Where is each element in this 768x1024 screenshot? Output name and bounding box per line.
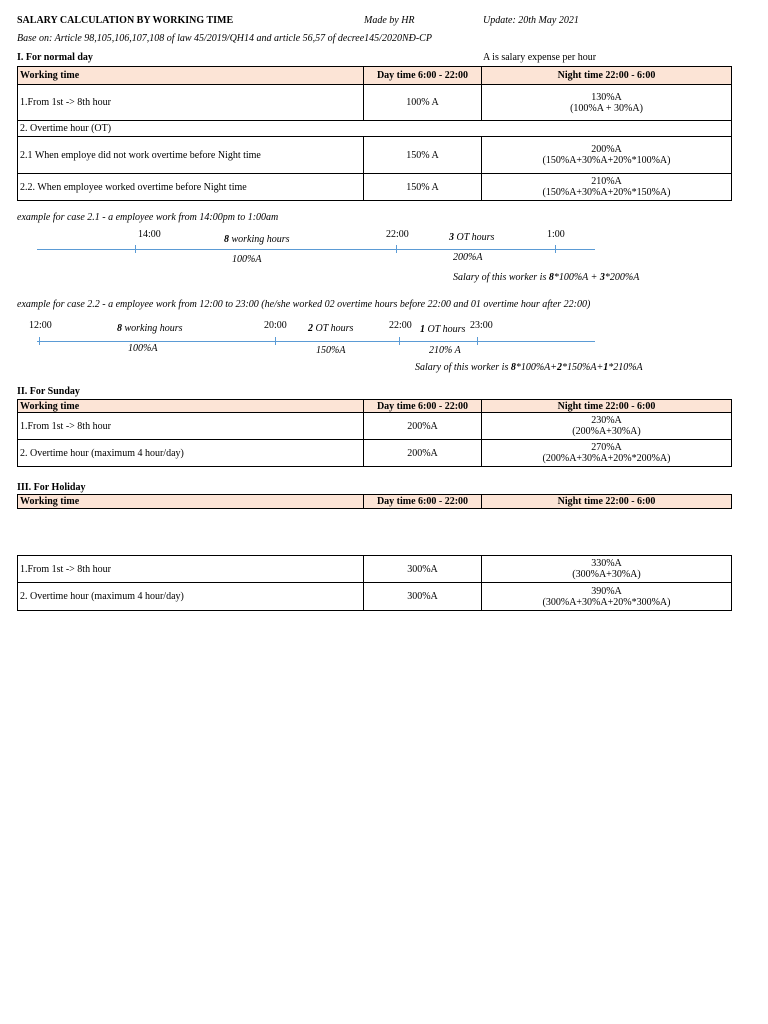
update-date: Update: 20th May 2021	[483, 15, 579, 26]
header-night-time: Night time 22:00 - 6:00	[482, 400, 732, 413]
night-rate-value: 390%A	[591, 585, 622, 597]
night-rate-value: 200%A	[591, 144, 622, 155]
example1-segment1-rate: 100%A	[232, 254, 262, 265]
row-day-rate: 300%A	[364, 583, 482, 611]
document-title: SALARY CALCULATION BY WORKING TIME	[17, 15, 234, 26]
segment-text: OT hours	[313, 323, 354, 334]
salary-term: 2	[557, 362, 563, 373]
row-day-rate: 100% A	[364, 85, 482, 121]
legal-basis: Base on: Article 98,105,106,107,108 of law 45/2019/QH14 and article 56,57 of decree145/2020NĐ-CP	[17, 33, 432, 44]
table-header-row	[18, 400, 732, 413]
night-rate-value: 130%A	[591, 91, 622, 103]
salary-term: *150%A+	[562, 362, 604, 373]
segment-hours: 8	[117, 323, 122, 334]
night-rate-formula: (100%A + 30%A)	[570, 102, 643, 114]
night-rate-formula: (150%A+30%A+20%*100%A)	[542, 155, 671, 166]
table-row	[18, 137, 732, 174]
made-by: Made by HR	[364, 15, 415, 26]
example2-salary-formula	[415, 362, 643, 373]
sunday-table	[17, 399, 732, 467]
segment-text: OT hours	[425, 324, 466, 335]
row-night-rate	[482, 137, 732, 174]
header-day-time: Day time 6:00 - 22:00	[364, 495, 482, 509]
table-row	[18, 583, 732, 611]
header-night-time: Night time 22:00 - 6:00	[482, 495, 732, 509]
timeline-tick	[399, 337, 400, 345]
row-day-rate: 200%A	[364, 440, 482, 467]
example2-time-end: 23:00	[470, 320, 493, 331]
example2-time-night: 22:00	[389, 320, 412, 331]
row-day-rate: 150% A	[364, 174, 482, 201]
example2-segment1-rate: 100%A	[128, 343, 158, 354]
example1-timeline	[37, 249, 595, 250]
row-label: 2. Overtime hour (maximum 4 hour/day)	[18, 583, 364, 611]
example2-timeline	[37, 341, 595, 342]
example1-time-night: 22:00	[386, 229, 409, 240]
table-row	[18, 440, 732, 467]
row-label: 2.1 When employe did not work overtime before Night time	[18, 137, 364, 174]
example2-caption: example for case 2.2 - a employee work from 12:00 to 23:00 (he/she worked 02 overtime hours before 22:00 and 01 overtime hour after 22:00)	[17, 299, 591, 310]
holiday-table	[17, 555, 732, 611]
salary-term: 1	[603, 362, 609, 373]
table-row	[18, 121, 732, 137]
row-night-rate	[482, 174, 732, 201]
night-rate-value: 330%A	[591, 558, 622, 569]
segment-hours: 3	[449, 232, 454, 243]
night-rate-value: 270%A	[591, 442, 622, 453]
segment-hours: 1	[420, 324, 425, 335]
header-working-time: Working time	[18, 67, 364, 85]
row-night-rate	[482, 413, 732, 440]
salary-term: *100%A+	[515, 362, 558, 373]
table-row	[18, 413, 732, 440]
timeline-tick	[39, 337, 40, 345]
example1-time-start: 14:00	[138, 229, 161, 240]
salary-term: 8	[510, 362, 516, 373]
segment-text: working hours	[229, 234, 290, 245]
header-working-time: Working time	[18, 495, 364, 509]
timeline-tick	[555, 245, 556, 253]
row-day-rate: 300%A	[364, 556, 482, 583]
segment-hours: 8	[224, 234, 229, 245]
night-rate-formula: (200%A+30%A)	[572, 426, 641, 437]
night-rate-formula: (200%A+30%A+20%*200%A)	[542, 453, 671, 464]
segment-text: OT hours	[454, 232, 495, 243]
overtime-group-label: 2. Overtime hour (OT)	[18, 121, 732, 137]
salary-term: *100%A +	[553, 272, 600, 283]
salary-term: 8	[548, 272, 554, 283]
row-night-rate	[482, 583, 732, 611]
salary-term: *200%A	[604, 272, 640, 283]
section-sunday-heading: II. For Sunday	[17, 386, 80, 397]
header-day-time: Day time 6:00 - 22:00	[364, 400, 482, 413]
row-label: 1.From 1st -> 8th hour	[18, 85, 364, 121]
row-label: 1.From 1st -> 8th hour	[18, 556, 364, 583]
night-rate-formula: (150%A+30%A+20%*150%A)	[542, 187, 671, 198]
example2-segment2-rate: 150%A	[316, 345, 346, 356]
timeline-tick	[477, 337, 478, 345]
example2-segment3-rate: 210% A	[429, 345, 461, 356]
normal-day-table	[17, 66, 732, 201]
segment-hours: 2	[308, 323, 313, 334]
night-rate-value: 230%A	[591, 415, 622, 426]
row-day-rate: 200%A	[364, 413, 482, 440]
table-row	[18, 174, 732, 201]
row-night-rate	[482, 85, 732, 121]
section-normal-day-heading: I. For normal day	[17, 52, 93, 63]
row-label: 2.2. When employee worked overtime before Night time	[18, 174, 364, 201]
header-day-time: Day time 6:00 - 22:00	[364, 67, 482, 85]
row-day-rate: 150% A	[364, 137, 482, 174]
timeline-tick	[396, 245, 397, 253]
salary-prefix: Salary of this worker is	[415, 362, 511, 373]
night-rate-value: 210%A	[591, 176, 622, 187]
example1-salary-formula	[453, 272, 639, 283]
section-holiday-heading: III. For Holiday	[17, 482, 86, 493]
row-label: 2. Overtime hour (maximum 4 hour/day)	[18, 440, 364, 467]
example1-time-end: 1:00	[547, 229, 565, 240]
example2-segment1-label	[117, 323, 183, 334]
example1-segment2-label	[449, 232, 494, 243]
night-rate-formula: (300%A+30%A+20%*300%A)	[542, 596, 671, 608]
salary-expense-note: A is salary expense per hour	[483, 52, 597, 63]
salary-term: *210%A	[608, 362, 643, 373]
timeline-tick	[275, 337, 276, 345]
example1-segment2-rate: 200%A	[453, 252, 483, 263]
example2-segment2-label	[308, 323, 353, 334]
row-night-rate	[482, 556, 732, 583]
holiday-header-table	[17, 494, 732, 509]
night-rate-formula: (300%A+30%A)	[572, 569, 641, 580]
example2-time-ot: 20:00	[264, 320, 287, 331]
header-working-time: Working time	[18, 400, 364, 413]
table-row	[18, 85, 732, 121]
row-label: 1.From 1st -> 8th hour	[18, 413, 364, 440]
salary-prefix: Salary of this worker is	[453, 272, 549, 283]
example2-segment3-label	[420, 324, 465, 335]
example2-time-start: 12:00	[29, 320, 52, 331]
timeline-tick	[135, 245, 136, 253]
header-night-time: Night time 22:00 - 6:00	[482, 67, 732, 85]
salary-term: 3	[599, 272, 605, 283]
table-row	[18, 556, 732, 583]
segment-text: working hours	[122, 323, 183, 334]
table-header-row	[18, 67, 732, 85]
table-header-row	[18, 495, 732, 509]
row-night-rate	[482, 440, 732, 467]
example1-caption: example for case 2.1 - a employee work from 14:00pm to 1:00am	[17, 212, 279, 223]
example1-segment1-label	[224, 234, 290, 245]
